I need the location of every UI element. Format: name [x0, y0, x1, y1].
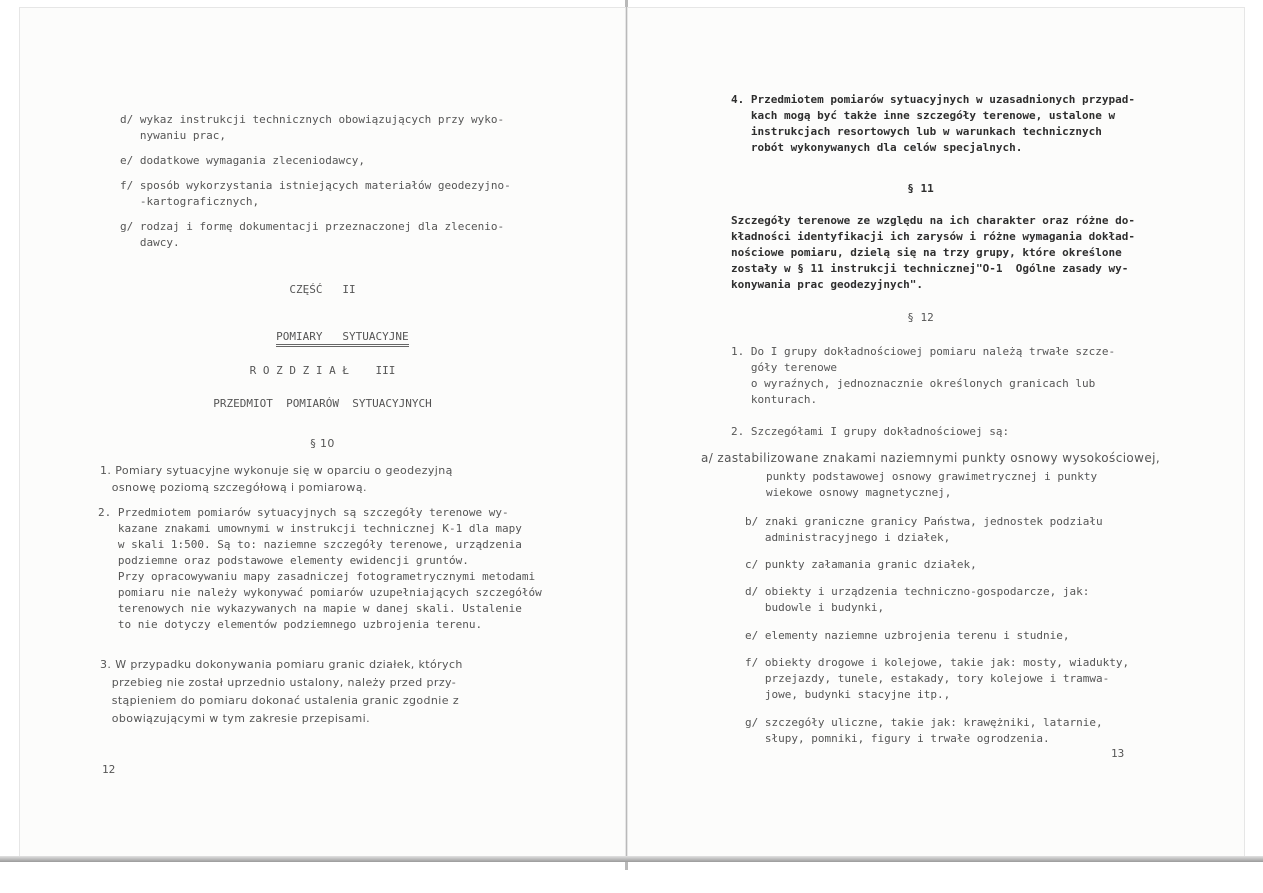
para4-line2: kach mogą być także inne szczegóły terenowe, ustalone w	[731, 109, 1116, 122]
section-11: § 11	[907, 182, 934, 195]
list-item-g: g/ rodzaj i formę dokumentacji przeznaczonej dla zlecenio-	[120, 220, 505, 233]
para4-line3: instrukcjach resortowych lub w warunkach technicznych	[731, 125, 1102, 138]
para1-line2: osnowę poziomą szczegółową i pomiarową.	[100, 481, 367, 494]
section-12: § 12	[907, 311, 934, 324]
section-10: § 10	[310, 437, 335, 450]
para2-line1: 2. Przedmiotem pomiarów sytuacyjnych są szczegóły terenowe wy-	[98, 506, 509, 519]
para3-line4: obowiązującymi w tym zakresie przepisami.	[100, 712, 371, 725]
para3-line1: 3. W przypadku dokonywania pomiaru granic działek, których	[100, 658, 463, 671]
para3-line3: stąpieniem do pomiaru dokonać ustalenia granic zgodnie z	[100, 694, 459, 707]
para2-line3: w skali 1:500. Są to: naziemne szczegóły terenowe, urządzenia	[98, 538, 522, 551]
item-c: c/ punkty załamania granic działek,	[745, 558, 977, 571]
para11-line1: Szczegóły terenowe ze względu na ich charakter oraz różne do-	[731, 214, 1135, 227]
para1-line1: 1. Pomiary sytuacyjne wykonuje się w oparciu o geodezyjną	[100, 464, 453, 477]
item-g-line1: g/ szczegóły uliczne, takie jak: krawężniki, latarnie,	[745, 716, 1103, 729]
item-f-line2: przejazdy, tunele, estakady, tory kolejowe i tramwa-	[745, 672, 1110, 685]
para2-line4: podziemne oraz podstawowe elementy ewidencji gruntów.	[98, 554, 469, 567]
para12-1-line2: góły terenowe	[731, 361, 837, 374]
part-title-wrap	[20, 313, 625, 361]
item-f-line1: f/ obiekty drogowe i kolejowe, takie jak: mosty, wiadukty,	[745, 656, 1130, 669]
para2-line5: Przy opracowywaniu mapy zasadniczej fotogrametrycznymi metodami	[98, 570, 536, 583]
item-b-line1: b/ znaki graniczne granicy Państwa, jednostek podziału	[745, 515, 1103, 528]
para11-line2: kładności identyfikacji ich zarysów i różne wymagania dokład-	[731, 230, 1135, 243]
part-title: POMIARY SYTUACYJNE	[276, 330, 408, 347]
left-page	[20, 8, 625, 860]
item-f-line3: jowe, budynki stacyjne itp.,	[745, 688, 951, 701]
para11-line5: konywania prac geodezyjnych".	[731, 278, 924, 291]
para11-line3: nościowe pomiaru, dzielą się na trzy grupy, które określone	[731, 246, 1122, 259]
item-g-line2: słupy, pomniki, figury i trwałe ogrodzenia.	[745, 732, 1050, 745]
para2-line6: pomiaru nie należy wykonywać pomiarów uzupełniających szczegółów	[98, 586, 542, 599]
page-number-left: 12	[102, 763, 116, 776]
right-page	[628, 8, 1244, 860]
chapter-heading: R O Z D Z I A Ł III	[249, 364, 396, 377]
item-d-line2: budowle i budynki,	[745, 601, 885, 614]
part-heading: CZĘŚĆ II	[289, 283, 356, 296]
para3-line2: przebieg nie został uprzednio ustalony, należy przed przy-	[100, 676, 457, 689]
item-a: a/ zastabilizowane znakami naziemnymi punkty osnowy wysokościowej,	[701, 451, 1161, 465]
list-item-d: d/ wykaz instrukcji technicznych obowiązujących przy wyko-	[120, 113, 505, 126]
list-item-f-cont: -kartograficznych,	[120, 195, 260, 208]
item-d-line1: d/ obiekty i urządzenia techniczno-gospodarcze, jak:	[745, 585, 1090, 598]
para2-line8: to nie dotyczy elementów podziemnego uzbrojenia terenu.	[98, 618, 483, 631]
para2-line2: kazane znakami umownymi w instrukcji technicznej K-1 dla mapy	[98, 522, 522, 535]
para4-line1: 4. Przedmiotem pomiarów sytuacyjnych w uzasadnionych przypad-	[731, 93, 1135, 106]
para12-1-line4: konturach.	[731, 393, 818, 406]
item-e: e/ elementy naziemne uzbrojenia terenu i studnie,	[745, 629, 1070, 642]
para12-1-line1: 1. Do I grupy dokładnościowej pomiaru należą trwałe szcze-	[731, 345, 1116, 358]
chapter-title: PRZEDMIOT POMIARÓW SYTUACYJNYCH	[213, 397, 432, 410]
list-item-f: f/ sposób wykorzystania istniejących materiałów geodezyjno-	[120, 179, 511, 192]
book-bottom-edge	[0, 856, 1263, 862]
list-item-g-cont: dawcy.	[120, 236, 180, 249]
list-item-d-cont: nywaniu prac,	[120, 129, 226, 142]
para4-line4: robót wykonywanych dla celów specjalnych.	[731, 141, 1023, 154]
item-a-cont2: wiekowe osnowy magnetycznej,	[766, 486, 952, 499]
item-a-cont1: punkty podstawowej osnowy grawimetrycznej i punkty	[766, 470, 1098, 483]
item-b-line2: administracyjnego i działek,	[745, 531, 951, 544]
list-item-e: e/ dodatkowe wymagania zleceniodawcy,	[120, 154, 366, 167]
para12-1-line3: o wyraźnych, jednoznacznie określonych granicach lub	[731, 377, 1096, 390]
page-number-right: 13	[1111, 747, 1125, 760]
para11-line4: zostały w § 11 instrukcji technicznej"O-1 Ogólne zasady wy-	[731, 262, 1129, 275]
para2-line7: terenowych nie wykazywanych na mapie w danej skali. Ustalenie	[98, 602, 522, 615]
para12-2: 2. Szczegółami I grupy dokładnościowej są:	[731, 425, 1010, 438]
